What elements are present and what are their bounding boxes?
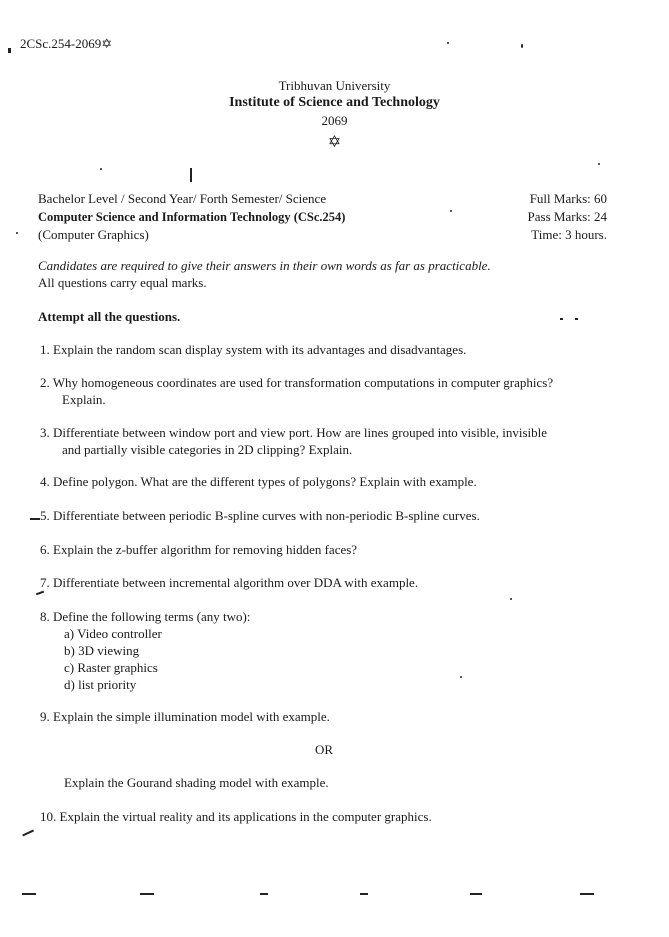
subitem-a: a) Video controller bbox=[64, 626, 162, 641]
paper-code-text: 2CSc.254-2069 bbox=[20, 36, 102, 51]
question-text: Differentiate between periodic B-spline curves with non-periodic B-spline curves. bbox=[53, 508, 480, 523]
scan-speck bbox=[598, 163, 600, 165]
instruction-line-2: All questions carry equal marks. bbox=[38, 275, 207, 290]
scan-speck bbox=[447, 42, 449, 44]
question-text: Explain the random scan display system with its advantages and disadvantages. bbox=[53, 342, 467, 357]
question-7 bbox=[40, 574, 620, 591]
question-number: 2. bbox=[40, 375, 50, 390]
star-of-david-icon: ✡ bbox=[101, 36, 113, 51]
question-number: 1. bbox=[40, 342, 50, 357]
question-text: Why homogeneous coordinates are used for transformation computations in computer graphics? bbox=[52, 375, 554, 390]
level-line: Bachelor Level / Second Year/ Forth Semester/ Science bbox=[38, 191, 327, 206]
subitem-b: b) 3D viewing bbox=[64, 643, 140, 658]
scan-speck bbox=[450, 210, 452, 212]
instruction-line-1: Candidates are required to give their answers in their own words as far as practicable. bbox=[38, 258, 491, 273]
full-marks: Full Marks: 60 bbox=[529, 191, 607, 206]
scan-mark bbox=[580, 893, 594, 895]
subitem-d: d) list priority bbox=[64, 677, 137, 692]
question-number: 3. bbox=[40, 425, 50, 440]
subject-line: Computer Science and Information Technology (CSc.254) bbox=[38, 210, 346, 224]
or-separator: OR bbox=[315, 742, 334, 757]
question-text: Define polygon. What are the different types of polygons? Explain with example. bbox=[53, 474, 477, 489]
question-number: 7. bbox=[40, 575, 50, 590]
question-4 bbox=[40, 473, 620, 490]
scan-mark bbox=[22, 893, 36, 895]
question-number: 10. bbox=[40, 809, 57, 824]
exam-year: 2069 bbox=[321, 113, 348, 128]
institute-name: Institute of Science and Technology bbox=[229, 95, 440, 110]
question-10 bbox=[40, 808, 620, 825]
question-6 bbox=[40, 541, 620, 558]
scan-mark bbox=[30, 518, 40, 520]
question-text: Explain the simple illumination model with example. bbox=[53, 709, 330, 724]
question-3 bbox=[40, 424, 620, 458]
subitem-c: c) Raster graphics bbox=[64, 660, 158, 675]
scan-mark bbox=[560, 318, 563, 320]
exam-details-left bbox=[38, 190, 345, 244]
question-8-subitems bbox=[64, 625, 162, 693]
scan-mark bbox=[360, 893, 368, 895]
question-text: Define the following terms (any two): bbox=[53, 609, 251, 624]
scan-mark bbox=[575, 318, 578, 320]
emblem-star-icon: ✡ bbox=[327, 134, 342, 151]
scan-mark bbox=[8, 48, 11, 53]
scan-mark bbox=[260, 893, 268, 895]
question-number: 6. bbox=[40, 542, 50, 557]
scan-mark bbox=[140, 893, 154, 895]
pass-marks: Pass Marks: 24 bbox=[527, 209, 607, 224]
question-continuation: Explain. bbox=[62, 392, 106, 407]
scan-speck bbox=[460, 676, 462, 678]
question-number: 4. bbox=[40, 474, 50, 489]
time-allowed: Time: 3 hours. bbox=[531, 227, 607, 242]
question-number: 5. bbox=[40, 508, 50, 523]
scan-mark bbox=[470, 893, 482, 895]
scan-speck bbox=[521, 44, 523, 48]
university-name: Tribhuvan University bbox=[278, 78, 391, 93]
question-text: Explain the virtual reality and its applications in the computer graphics. bbox=[59, 809, 432, 824]
scan-mark bbox=[22, 830, 34, 836]
question-9 bbox=[40, 708, 620, 725]
scan-speck bbox=[510, 598, 512, 600]
scan-speck bbox=[100, 168, 102, 170]
exam-details-right bbox=[528, 190, 607, 244]
scan-speck bbox=[16, 232, 18, 234]
attempt-heading: Attempt all the questions. bbox=[38, 309, 181, 324]
question-continuation: and partially visible categories in 2D clipping? Explain. bbox=[62, 442, 353, 457]
paper-code bbox=[20, 36, 112, 52]
question-8 bbox=[40, 608, 620, 625]
question-text: Differentiate between incremental algorithm over DDA with example. bbox=[53, 575, 419, 590]
alternative-question: Explain the Gourand shading model with example. bbox=[64, 775, 329, 790]
scan-mark bbox=[36, 591, 44, 595]
course-line: (Computer Graphics) bbox=[38, 227, 149, 242]
scan-mark bbox=[190, 168, 192, 182]
question-2 bbox=[40, 374, 620, 408]
question-text: Explain the z-buffer algorithm for removing hidden faces? bbox=[53, 542, 358, 557]
question-1 bbox=[40, 341, 620, 358]
question-text: Differentiate between window port and view port. How are lines grouped into visible, invisible bbox=[53, 425, 547, 440]
question-5 bbox=[40, 507, 620, 524]
question-number: 9. bbox=[40, 709, 50, 724]
question-number: 8. bbox=[40, 609, 50, 624]
